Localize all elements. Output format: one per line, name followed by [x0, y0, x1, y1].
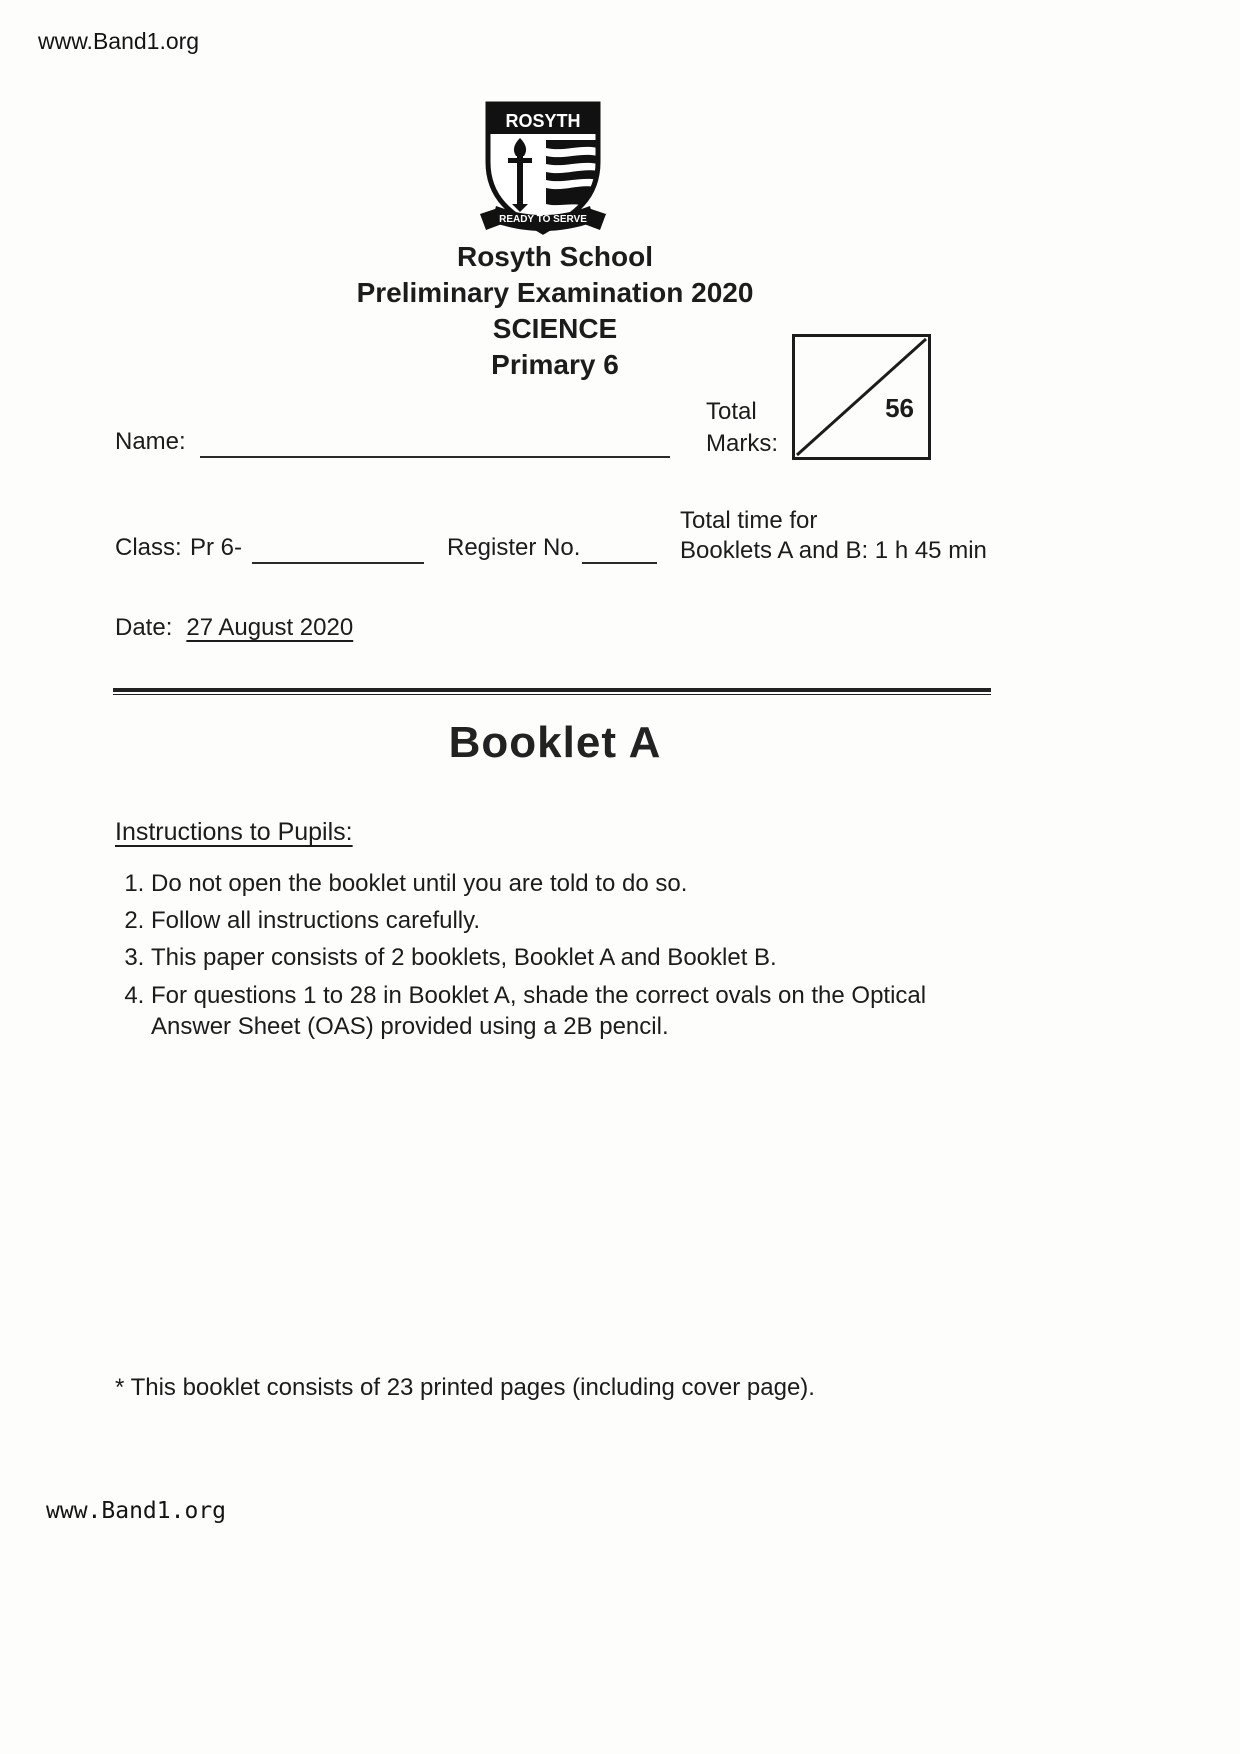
register-fill-line: [582, 562, 657, 564]
class-prefix: Pr 6-: [190, 534, 243, 561]
section-divider: [113, 688, 991, 695]
exam-title: Preliminary Examination 2020: [356, 277, 754, 309]
school-name: Rosyth School: [456, 241, 653, 272]
date-row: [115, 614, 353, 642]
svg-text:ROSYTH: ROSYTH: [505, 111, 581, 131]
booklet-title: Booklet A: [448, 718, 662, 767]
class-fill-line: [252, 562, 424, 564]
subject-title: SCIENCE: [492, 313, 618, 345]
total-time-note: Total time for Booklets A and B: 1 h 45 min: [680, 507, 987, 564]
class-label: Class:: [115, 534, 182, 561]
title-block: [0, 238, 1110, 385]
crest-shield-icon: [468, 98, 618, 248]
level-title: Primary 6: [491, 349, 619, 381]
page-count-footnote: * This booklet consists of 23 printed pages (including cover page).: [115, 1374, 815, 1401]
register-no-label: Register No.: [447, 534, 581, 561]
watermark-top: www.Band1.org: [38, 28, 200, 54]
instructions-list: [115, 868, 945, 1048]
date-value: 27 August 2020: [186, 614, 354, 641]
school-crest: [468, 98, 618, 248]
date-label: Date:: [115, 614, 173, 641]
instructions-heading: Instructions to Pupils:: [115, 818, 353, 846]
instruction-item: 2. Follow all instructions carefully.: [151, 905, 945, 936]
instruction-item: 4. For questions 1 to 28 in Booklet A, shade the correct ovals on the Optical Answer Sheet (OAS) provided using a 2B pencil.: [151, 980, 945, 1042]
instruction-item: 3. This paper consists of 2 booklets, Booklet A and Booklet B.: [151, 942, 945, 973]
marks-total-value: 56: [885, 393, 914, 423]
instruction-item: 1. Do not open the booklet until you are told to do so.: [151, 868, 945, 899]
marks-box: [792, 334, 931, 460]
name-label: Name:: [115, 428, 186, 455]
watermark-bottom: www.Band1.org: [46, 1498, 227, 1524]
total-marks-label: Total Marks:: [706, 398, 778, 458]
name-fill-line: [200, 456, 670, 458]
svg-text:READY TO SERVE: READY TO SERVE: [499, 214, 587, 225]
